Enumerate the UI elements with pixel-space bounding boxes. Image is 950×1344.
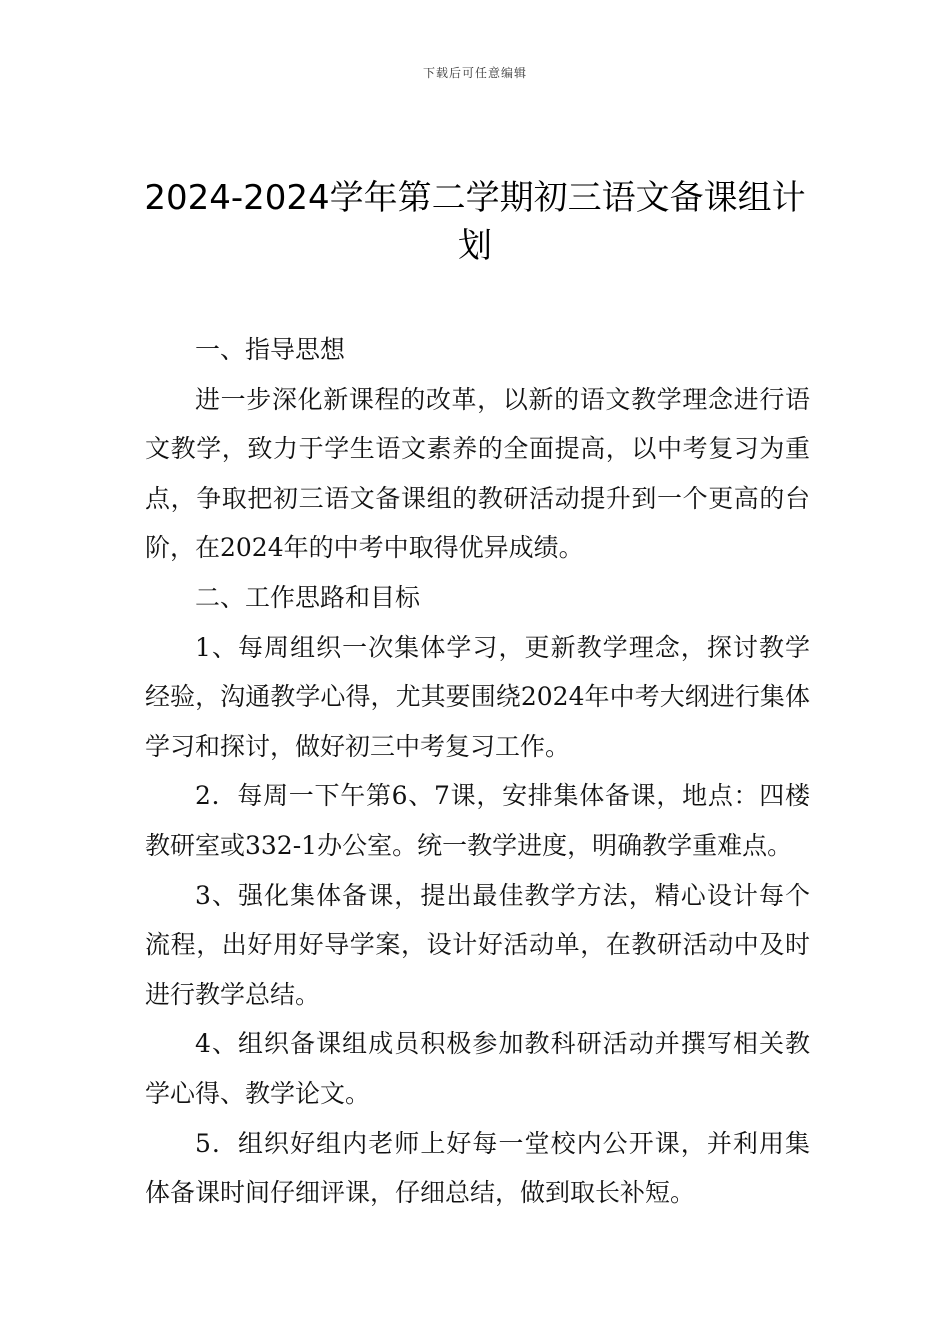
section-heading-guiding-ideology: 一、指导思想 bbox=[195, 335, 346, 364]
section-heading-work-goals: 二、工作思路和目标 bbox=[195, 582, 421, 612]
list-item-2: 2．每周一下午第6、7课，安排集体备课，地点：四楼教研室或332-1办公室。统一教学进度，明确教学重难点。 bbox=[145, 781, 810, 860]
document-body bbox=[145, 325, 810, 1218]
body-paragraph: 进一步深化新课程的改革，以新的语文教学理念进行语文教学，致力于学生语文素养的全面提高，以中考复习为重点，争取把初三语文备课组的教研活动提升到一个更高的台阶，在2024年的中考中取得优异成绩。 bbox=[145, 384, 810, 563]
header-note: 下载后可任意编辑 bbox=[422, 66, 527, 80]
list-item-4: 4、组织备课组成员积极参加教科研活动并撰写相关教学心得、教学论文。 bbox=[145, 1029, 810, 1108]
document-title: 2024-2024学年第二学期初三语文备课组计划 bbox=[144, 178, 806, 266]
list-item-5: 5．组织好组内老师上好每一堂校内公开课，并利用集体备课时间仔细评课，仔细总结，做到取长补短。 bbox=[145, 1128, 810, 1208]
list-item-3: 3、强化集体备课，提出最佳教学方法，精心设计每个流程，出好用好导学案，设计好活动单，在教研活动中及时进行教学总结。 bbox=[145, 880, 810, 1009]
list-item-1: 1、每周组织一次集体学习，更新教学理念，探讨教学经验，沟通教学心得，尤其要围绕2024年中考大纲进行集体学习和探讨，做好初三中考复习工作。 bbox=[145, 632, 810, 761]
